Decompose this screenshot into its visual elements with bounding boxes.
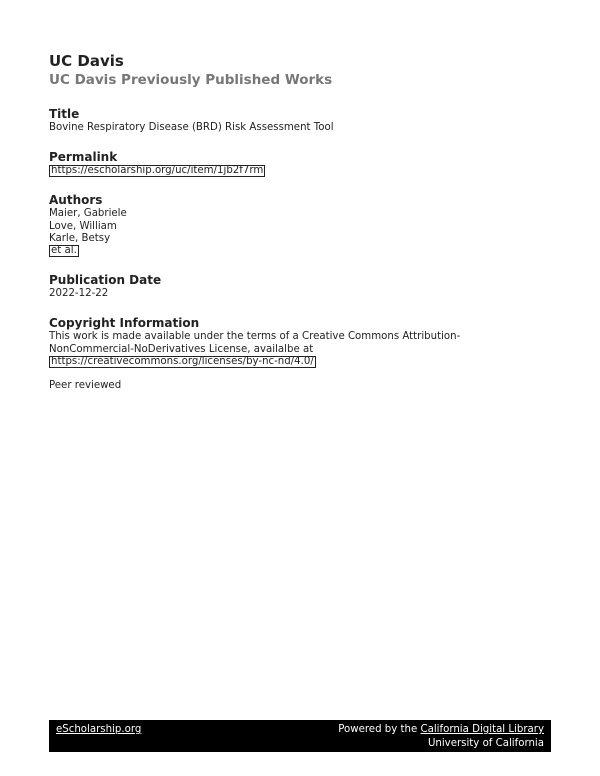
copyright-text-line-1: This work is made available under the terms of a Creative Commons Attribution- <box>49 331 461 343</box>
permalink-heading: Permalink <box>49 150 118 165</box>
publication-date-value: 2022-12-22 <box>49 288 109 300</box>
title-value: Bovine Respiratory Disease (BRD) Risk Assessment Tool <box>49 122 334 133</box>
author-name: Maier, Gabriele <box>49 208 127 220</box>
publication-date-section <box>49 273 549 300</box>
permalink-section <box>49 150 549 177</box>
publication-date-heading: Publication Date <box>49 273 162 288</box>
more-authors-link[interactable]: et al. <box>51 245 77 257</box>
cover-page <box>49 52 549 392</box>
author-name: Karle, Betsy <box>49 232 111 244</box>
permalink-link[interactable]: https://escholarship.org/uc/item/1jb2f7rm <box>51 165 264 177</box>
author-name: Love, William <box>49 220 117 232</box>
license-link[interactable]: https://creativecommons.org/licenses/by-nc-nd/4.0/ <box>51 355 314 367</box>
copyright-section <box>49 316 549 368</box>
institution-name: UC Davis <box>49 52 124 70</box>
university-label: University of California <box>427 738 544 749</box>
powered-by-label: Powered by the <box>338 724 421 735</box>
peer-reviewed-label: Peer reviewed <box>49 380 122 392</box>
authors-heading: Authors <box>49 193 103 208</box>
title-heading: Title <box>49 107 80 121</box>
title-section <box>49 107 549 134</box>
copyright-text-line-2: NonCommercial-NoDerivatives License, availalbe at <box>49 343 314 355</box>
copyright-heading: Copyright Information <box>49 316 200 331</box>
escholarship-link[interactable]: eScholarship.org <box>56 724 142 735</box>
authors-section <box>49 193 549 257</box>
series-name: UC Davis Previously Published Works <box>49 72 333 88</box>
cdl-link[interactable]: California Digital Library <box>420 724 544 735</box>
footer-bar <box>49 720 551 752</box>
